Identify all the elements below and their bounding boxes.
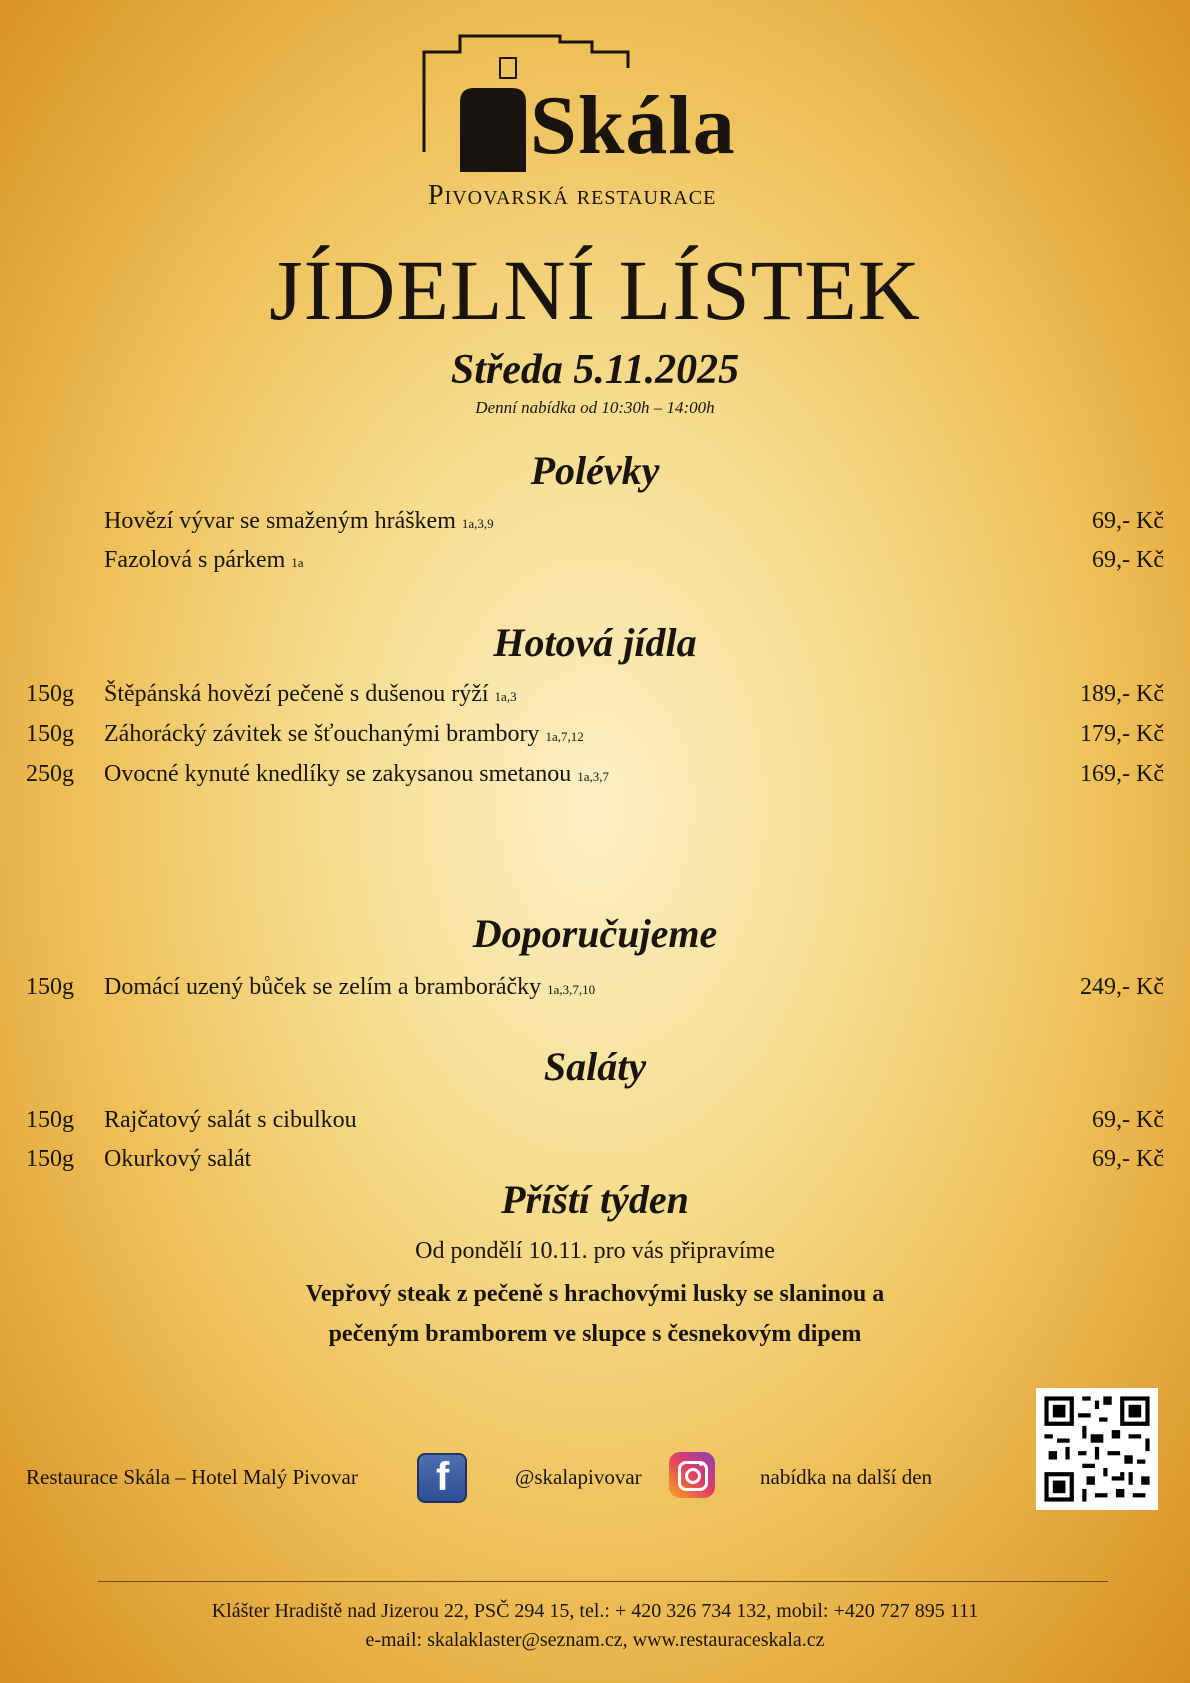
- item-weight: 150g: [26, 1107, 74, 1133]
- next-week-dish: Vepřový steak z pečeně s hrachovými lusky se slaninou a pečeným bramborem ve slupce s česnekovým dipem: [305, 1281, 885, 1347]
- menu-item: [0, 971, 1190, 1003]
- item-allergens: 1a,7,12: [545, 729, 584, 744]
- item-allergens: 1a,3,7,10: [547, 982, 596, 997]
- item-price: 249,- Kč: [1080, 974, 1164, 1000]
- menu-item: [0, 1143, 1190, 1175]
- item-price: 69,- Kč: [1092, 508, 1164, 534]
- facebook-label: Restaurace Skála – Hotel Malý Pivovar: [26, 1465, 358, 1489]
- item-price: 189,- Kč: [1080, 681, 1164, 707]
- item-allergens: 1a,3: [494, 689, 517, 704]
- next-week-intro: Od pondělí 10.11. pro vás připravíme: [415, 1238, 775, 1264]
- footer-address: Klášter Hradiště nad Jizerou 22, PSČ 294 15, tel.: + 420 326 734 132, mobil: +420 727 895 111: [211, 1600, 979, 1622]
- next-day-offer-label: nabídka na další den: [760, 1465, 933, 1489]
- section-heading-recommended: Doporučujeme: [472, 911, 718, 956]
- facebook-icon[interactable]: f: [417, 1453, 467, 1503]
- menu-item: [0, 505, 1190, 537]
- qr-code-icon: [1036, 1388, 1158, 1510]
- serving-hours: Denní nabídka od 10:30h – 14:00h: [475, 398, 715, 417]
- restaurant-logo: [420, 32, 760, 212]
- logo-subtitle: Pivovarská restaurace: [428, 180, 717, 211]
- item-allergens: 1a: [291, 555, 304, 570]
- logo-name: Skála: [530, 79, 736, 172]
- menu-item: [0, 1104, 1190, 1136]
- item-price: 69,- Kč: [1092, 1107, 1164, 1133]
- item-price: 169,- Kč: [1080, 761, 1164, 787]
- item-name: Ovocné kynuté knedlíky se zakysanou smetanou 1a,3,7: [104, 761, 609, 787]
- item-name: Štěpánská hovězí pečeně s dušenou rýží 1a,3: [104, 681, 517, 707]
- menu-title: JÍDELNÍ LÍSTEK: [269, 242, 921, 338]
- section-heading-main-dishes: Hotová jídla: [493, 620, 697, 665]
- menu-item: [0, 544, 1190, 576]
- item-weight: 150g: [26, 1146, 74, 1172]
- item-weight: 150g: [26, 721, 74, 747]
- item-name: Rajčatový salát s cibulkou: [104, 1107, 357, 1133]
- instagram-label: @skalapivovar: [515, 1465, 642, 1489]
- menu-item: [0, 758, 1190, 790]
- item-name: Záhorácký závitek se šťouchanými brambory 1a,7,12: [104, 721, 584, 747]
- item-weight: 150g: [26, 974, 74, 1000]
- item-name: Domácí uzený bůček se zelím a bramboráčky 1a,3,7,10: [104, 974, 596, 1000]
- item-allergens: 1a,3,9: [461, 516, 494, 531]
- footer-contact: e-mail: skalaklaster@seznam.cz, www.restauraceskala.cz: [365, 1629, 825, 1651]
- menu-date: Středa 5.11.2025: [450, 347, 740, 393]
- section-heading-next-week: Příští týden: [501, 1177, 689, 1222]
- menu-item: [0, 678, 1190, 710]
- item-name: Hovězí vývar se smaženým hráškem 1a,3,9: [104, 508, 494, 534]
- section-heading-soups: Polévky: [530, 448, 660, 493]
- item-price: 69,- Kč: [1092, 1146, 1164, 1172]
- instagram-icon[interactable]: [669, 1452, 715, 1498]
- footer-divider: [98, 1581, 1108, 1582]
- item-weight: 250g: [26, 761, 74, 787]
- item-allergens: 1a,3,7: [577, 769, 609, 784]
- section-heading-salads: Saláty: [543, 1044, 647, 1089]
- item-price: 179,- Kč: [1080, 721, 1164, 747]
- item-name: Okurkový salát: [104, 1146, 252, 1172]
- item-name: Fazolová s párkem 1a: [104, 547, 304, 573]
- item-weight: 150g: [26, 681, 74, 707]
- item-price: 69,- Kč: [1092, 547, 1164, 573]
- menu-item: [0, 718, 1190, 750]
